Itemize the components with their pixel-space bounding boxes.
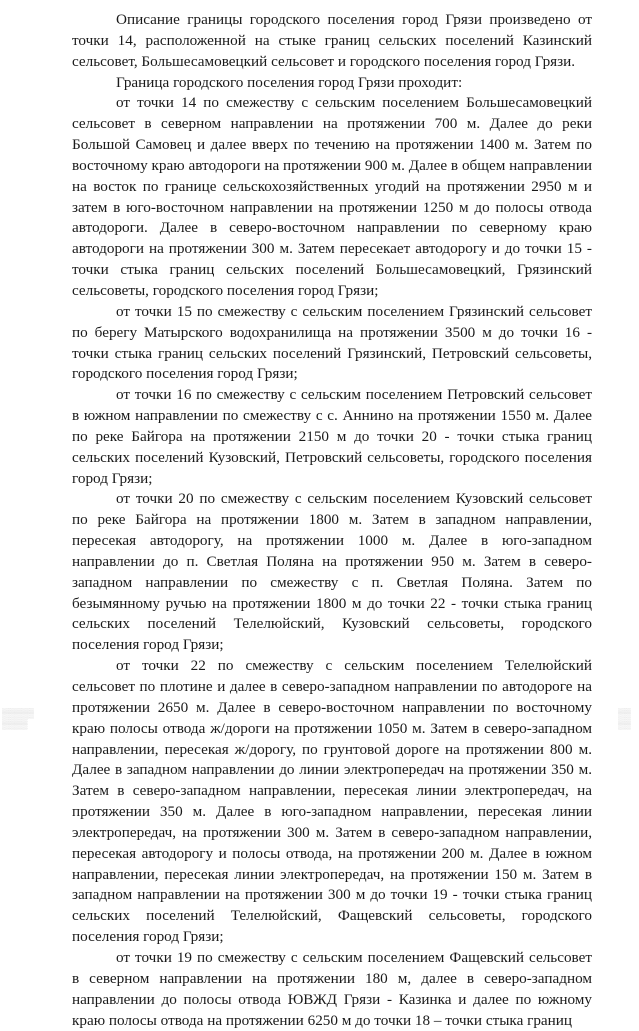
paragraph-point-19: от точки 19 по смежеству с сельским поселением Фащевский сельсовет в северном направлении на протяжении 180 м, далее в северо-западном направлении до полосы отвода ЮВЖД Грязи - Казинка и далее по южному краю полосы отвода на протяжении 6250 м до точки 18 – точки стыка границ [72,948,592,1029]
paragraph-point-20: от точки 20 по смежеству с сельским поселением Кузовский сельсовет по реке Байгора на протяжении 1800 м. Затем в западном направлении, пересекая автодорогу, на протяжении 1000 м. Далее в юго-западном направлении до п. Светлая Поляна на протяжении 950 м. Затем в северо-западном направлении по смежеству с п. Светлая Поляна. Затем по безымянному ручью на протяжении 1800 м до точки 22 - точки стыка границ сельских поселений Телелюйский, Кузовский сельсоветы, городского поселения город Грязи; [72,490,592,654]
paragraph-intro: Описание границы городского поселения город Грязи произведено от точки 14, расположенной на стыке границ сельских поселений Казинский сельсовет, Большесамовецкий сельсовет и городского поселения город Грязи. [72,11,592,70]
document-body [72,10,592,1031]
margin-scan-artifact-right: ▒▒ ▒▒ [618,708,631,729]
paragraph-boundary-heading: Граница городского поселения город Грязи проходит: [116,73,463,91]
margin-scan-artifact-left: ▒▒▒▒▒ ▒▒▒▒ [2,708,34,729]
paragraph-point-22: от точки 22 по смежеству с сельским поселением Телелюйский сельсовет по плотине и далее в северо-западном направлении по автодороге на протяжении 2650 м. Далее в северо-восточном направлении по восточному краю полосы отвода ж/дороги на протяжении 1050 м. Затем в северо-западном направлении, пересекая ж/дорогу, по грунтовой дороге на протяжении 800 м. Далее в западном направлении до линии электропередач на протяжении 350 м. Затем в северо-западном направлении, пересекая линии электропередач, на протяжении 350 м. Далее в юго-западном направлении, пересекая линии электропередач, на протяжении 300 м. Затем в северо-западном направлении, пересекая автодорогу и полосы отвода, на протяжении 200 м. Далее в южном направлении, пересекая линии электропередач, на протяжении 150 м. Затем в западном направлении на протяжении 300 м до точки 19 - точки стыка границ сельских поселений Телелюйский, Фащевский сельсоветы, городского поселения город Грязи; [72,657,592,946]
paragraph-point-15: от точки 15 по смежеству с сельским поселением Грязинский сельсовет по берегу Матырского водохранилища на протяжении 3500 м до точки 16 - точки стыка границ сельских поселений Грязинский, Петровский сельсоветы, городского поселения город Грязи; [72,302,592,383]
paragraph-point-14: от точки 14 по смежеству с сельским поселением Большесамовецкий сельсовет в северном направлении на протяжении 700 м. Далее до реки Большой Самовец и далее вверх по течению на протяжении 1400 м. Затем по восточному краю автодороги на протяжении 900 м. Далее в общем направлении на восток по границе сельскохозяйственных угодий на протяжении 2950 м и затем в юго-восточном направлении на протяжении 1250 м до полосы отвода автодороги. Далее в северо-восточном направлении по северному краю автодороги на протяжении 300 м. Затем пересекает автодорогу и до точки 15 - точки стыка границ сельских поселений Большесамовецкий, Грязинский сельсоветы, городского поселения город Грязи; [72,94,592,299]
paragraph-point-16: от точки 16 по смежеству с сельским поселением Петровский сельсовет в южном направлении по смежеству с с. Аннино на протяжении 1550 м. Далее по реке Байгора на протяжении 2150 м до точки 20 - точки стыка границ сельских поселений Кузовский, Петровский сельсоветы, городского поселения город Грязи; [72,386,592,487]
